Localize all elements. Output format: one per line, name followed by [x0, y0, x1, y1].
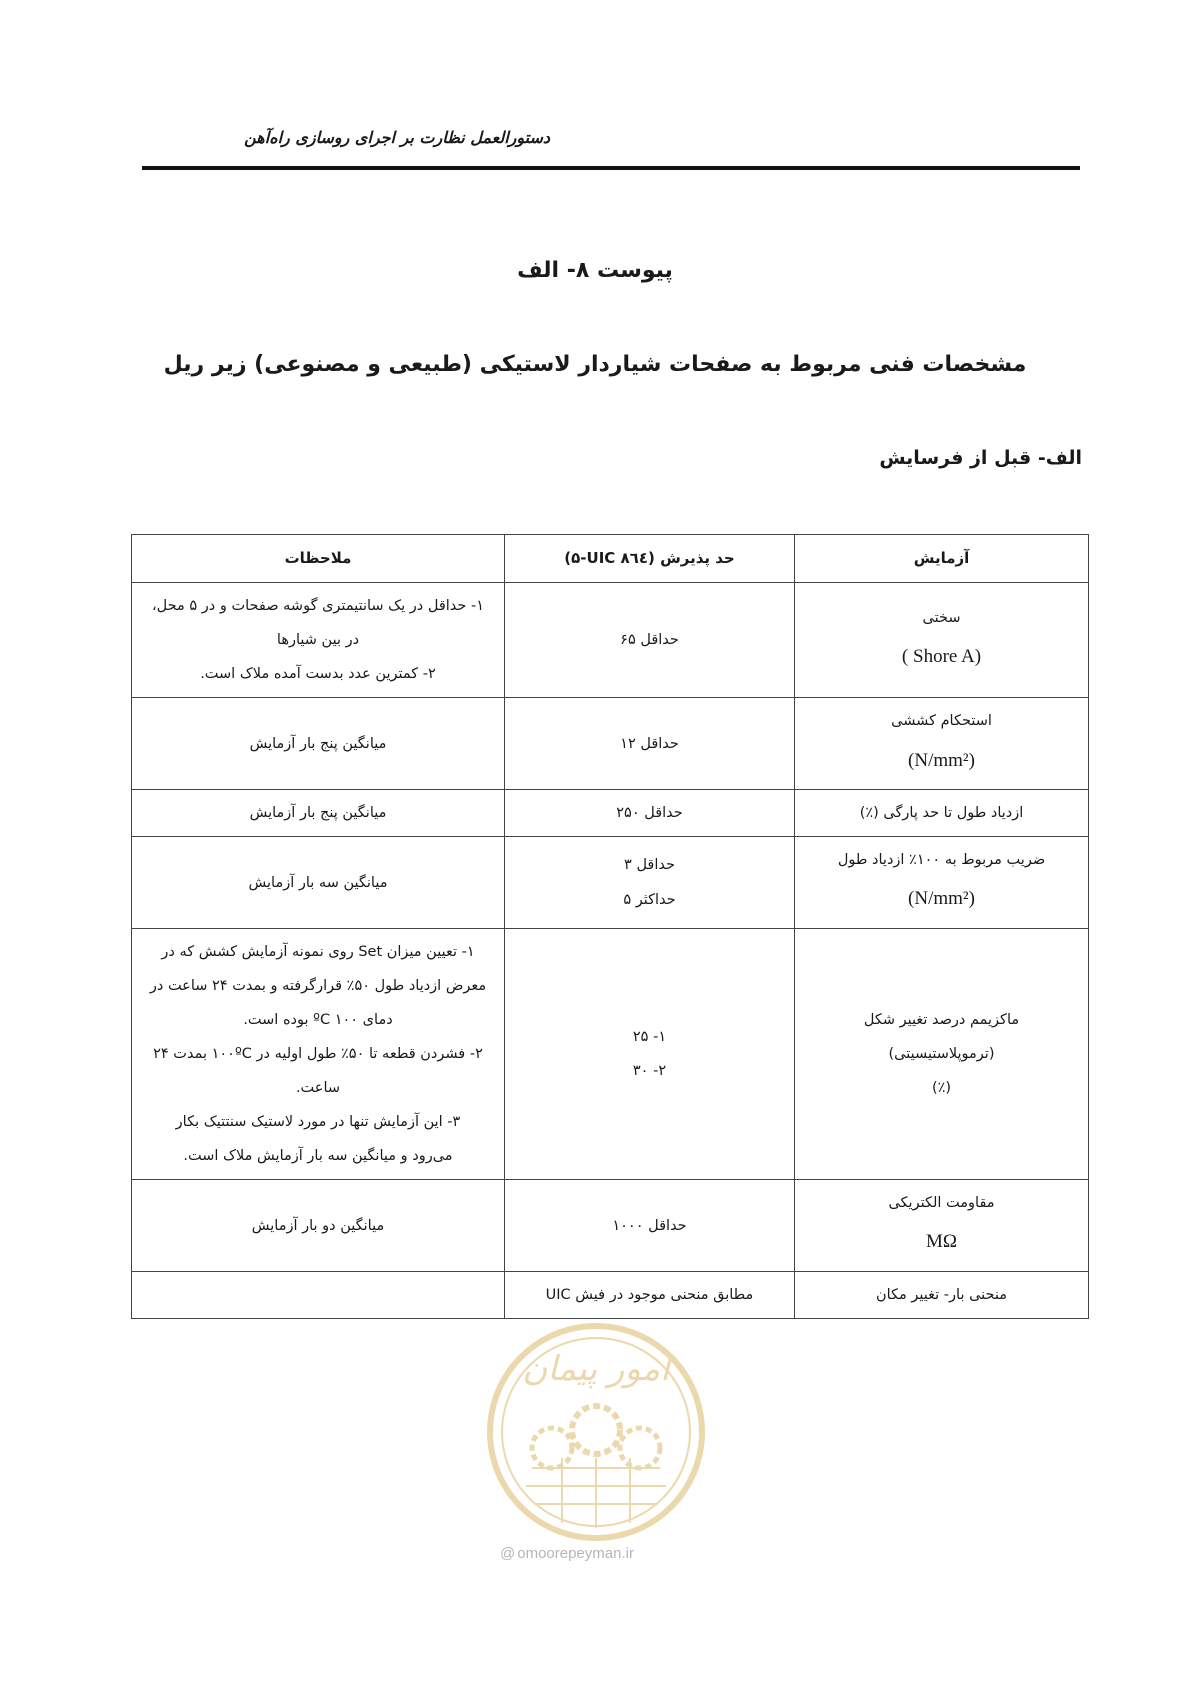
- table-row-deformation: [132, 928, 1089, 1179]
- test-unit: (٪): [931, 1080, 952, 1097]
- header-test: آزمایش: [795, 535, 1089, 583]
- cell-notes: [132, 928, 505, 1179]
- note-line: می‌رود و میانگین سه بار آزمایش ملاک است.: [183, 1148, 453, 1165]
- note-line: ۱- تعیین میزان Set روی نمونه آزمایش کشش که در: [161, 943, 475, 960]
- test-unit: (Shore A ): [901, 646, 982, 668]
- cell-test: [795, 790, 1089, 837]
- test-name: مقاومت الکتریکی: [888, 1195, 995, 1212]
- test-name: ضریب مربوط به ۱۰۰٪ ازدیاد طول: [837, 852, 1046, 869]
- note-line: میانگین پنج بار آزمایش: [249, 805, 387, 822]
- cell-limit: [505, 928, 795, 1179]
- table-row-load-displacement: [132, 1272, 1089, 1319]
- note-line: دمای ºC ۱۰۰ بوده است.: [243, 1012, 393, 1029]
- cell-limit: [505, 583, 795, 698]
- table-header-row: [132, 535, 1089, 583]
- limit-value: حداقل ۲۵۰: [616, 805, 683, 822]
- test-name: سختی: [922, 609, 961, 626]
- appendix-title: پیوست ۸- الف: [517, 258, 673, 283]
- cell-test: [795, 1272, 1089, 1319]
- at-icon: @: [500, 1545, 516, 1562]
- limit-value: حداکثر ۵: [623, 891, 676, 908]
- test-name: منحنی بار- تغییر مکان: [875, 1287, 1008, 1304]
- cell-notes: [132, 1272, 505, 1319]
- cell-limit: [505, 698, 795, 790]
- limit-value: ۱- ۲۵: [632, 1029, 667, 1046]
- note-line: معرض ازدیاد طول ۵۰٪ قرارگرفته و بمدت ۲۴ ساعت در: [149, 977, 487, 994]
- document-title: مشخصات فنی مربوط به صفحات شیاردار لاستیکی (طبیعی و مصنوعی) زیر ریل: [163, 352, 1027, 377]
- test-name: ازدیاد طول تا حد پارگی (٪): [859, 805, 1024, 822]
- cell-test: [795, 928, 1089, 1179]
- limit-value: حداقل ۱۲: [620, 735, 679, 752]
- note-line: ۳- این آزمایش تنها در مورد لاستیک سنتتیک بکار: [175, 1114, 461, 1131]
- watermark-site: [500, 1545, 634, 1562]
- table-row-modulus: [132, 837, 1089, 929]
- cell-test: [795, 583, 1089, 698]
- header-limit: حد پذیرش (UIC ۸٦٤-۵): [505, 535, 795, 583]
- cell-test: [795, 1180, 1089, 1272]
- note-line: ۱- حداقل در یک سانتیمتری گوشه صفحات و در ۵ محل،: [151, 598, 485, 615]
- note-line: میانگین دو بار آزمایش: [251, 1217, 385, 1234]
- limit-value: حداقل ۳: [624, 857, 675, 874]
- test-unit: MΩ: [926, 1231, 958, 1253]
- test-name: (ترموپلاستیسیتی): [888, 1046, 995, 1063]
- watermark-logo: [482, 1318, 710, 1546]
- cell-notes: [132, 790, 505, 837]
- watermark-logo-text: امور پیمان: [522, 1349, 670, 1389]
- cell-notes: [132, 1180, 505, 1272]
- table-row-tensile-strength: [132, 698, 1089, 790]
- test-unit: (N/mm²): [908, 888, 975, 910]
- specifications-table: [131, 534, 1089, 1319]
- watermark-site-label: omoorepeyman.ir: [517, 1545, 634, 1562]
- cell-limit: [505, 790, 795, 837]
- table-row-electrical-resistance: [132, 1180, 1089, 1272]
- running-header: دستورالعمل نظارت بر اجرای روسازی راه‌آهن: [244, 128, 550, 147]
- test-unit: (N/mm²): [908, 749, 975, 771]
- test-name: ماکزیمم درصد تغییر شکل: [863, 1012, 1020, 1029]
- cell-limit: [505, 837, 795, 929]
- cell-test: [795, 698, 1089, 790]
- note-line: میانگین سه بار آزمایش: [248, 874, 388, 891]
- limit-value: مطابق منحنی موجود در فیش UIC: [545, 1287, 754, 1304]
- cell-limit: [505, 1180, 795, 1272]
- cell-notes: [132, 698, 505, 790]
- cell-notes: [132, 837, 505, 929]
- limit-value: ۲- ۳۰: [632, 1063, 667, 1080]
- header-divider: [142, 166, 1080, 170]
- cell-test: [795, 837, 1089, 929]
- cell-limit: [505, 1272, 795, 1319]
- table-row-elongation: [132, 790, 1089, 837]
- limit-value: حداقل ۱۰۰۰: [612, 1217, 687, 1234]
- note-line: ۲- فشردن قطعه تا ۵۰٪ طول اولیه در ۱۰۰ºC بمدت ۲۴: [153, 1046, 483, 1063]
- test-name: استحکام کششی: [891, 713, 992, 730]
- header-notes: ملاحظات: [132, 535, 505, 583]
- section-title: الف- قبل از فرسایش: [879, 447, 1082, 469]
- cell-notes: [132, 583, 505, 698]
- note-line: میانگین پنج بار آزمایش: [249, 735, 387, 752]
- note-line: در بین شیارها: [276, 632, 360, 649]
- table-row-hardness: [132, 583, 1089, 698]
- limit-value: حداقل ۶۵: [620, 632, 679, 649]
- note-line: ساعت.: [295, 1080, 341, 1097]
- note-line: ۲- کمترین عدد بدست آمده ملاک است.: [200, 666, 436, 683]
